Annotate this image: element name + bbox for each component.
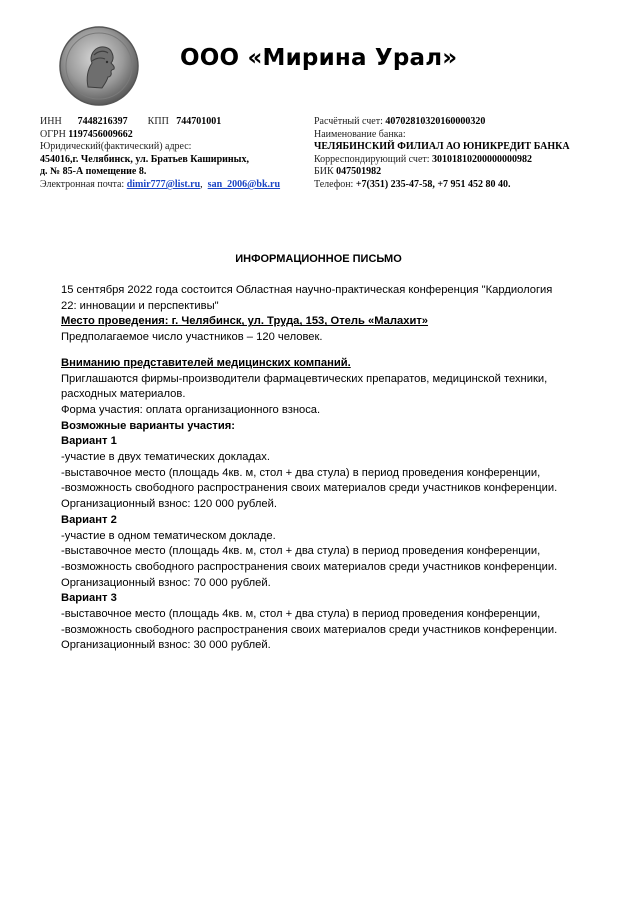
bank-label: Наименование банка: [314, 128, 406, 140]
corr-account-value: 30101810200000000982 [432, 153, 533, 165]
variant-item: -выставочное место (площадь 4кв. м, стол + два стула) в период проведения конференции, [61, 466, 541, 479]
corr-account-label: Корреспондирующий счет: [314, 153, 430, 165]
address-line2: д. № 85-А помещение 8. [40, 166, 147, 178]
account-value: 40702810320160000320 [385, 116, 486, 127]
kpp-value: 744701001 [176, 116, 222, 127]
kpp-label: КПП [147, 116, 169, 127]
phone-value: +7(351) 235-47-58, +7 951 452 80 40. [355, 178, 511, 190]
phone-label: Телефон: [314, 178, 354, 190]
variant-title: Вариант 1 [61, 435, 117, 448]
variant-item: -возможность свободного распространения своих материалов среди участников конференции. [61, 560, 558, 573]
variant-fee: Организационный взнос: 30 000 рублей. [61, 639, 271, 652]
address-line1: 454016,г. Челябинск, ул. Братьев Кашириных, [40, 153, 249, 165]
variant-fee: Организационный взнос: 70 000 рублей. [61, 576, 271, 589]
address-label: Юридический(фактический) адрес: [40, 141, 192, 153]
options-heading: Возможные варианты участия: [61, 419, 235, 432]
participation-form: Форма участия: оплата организационного взноса. [61, 403, 321, 416]
requisites-right [314, 116, 570, 192]
email-link-2[interactable]: san_2006@bk.ru [207, 178, 281, 190]
letter-body [61, 283, 606, 654]
variant-item: -возможность свободного распространения своих материалов среди участников конференции. [61, 482, 558, 495]
variant-title: Вариант 3 [61, 592, 117, 605]
invite-line-1: Приглашаются фирмы-производители фармацевтических препаратов, медицинской техники, [61, 372, 548, 385]
variant-item: -выставочное место (площадь 4кв. м, стол + два стула) в период проведения конференции, [61, 608, 541, 621]
inn-value: 7448216397 [77, 116, 128, 127]
bik-label: БИК [314, 166, 334, 178]
bank-name: ЧЕЛЯБИНСКИЙ ФИЛИАЛ АО ЮНИКРЕДИТ БАНКА [314, 141, 570, 153]
variant-item: -выставочное место (площадь 4кв. м, стол + два стула) в период проведения конференции, [61, 545, 541, 558]
company-name: ООО «Мирина Урал» [180, 45, 458, 71]
invite-line-2: расходных материалов. [61, 388, 186, 401]
coin-logo-icon [58, 25, 140, 107]
participants: Предполагаемое число участников – 120 человек. [61, 331, 323, 344]
bik-value: 047501982 [336, 166, 382, 178]
ogrn-value: 1197456009662 [68, 128, 133, 140]
email-separator: , [200, 178, 203, 190]
variant-item: -участие в одном тематическом докладе. [61, 529, 276, 542]
ogrn-label: ОГРН [40, 128, 66, 140]
attention-heading: Вниманию представителей медицинских компаний. [61, 356, 351, 369]
intro-line-1: 15 сентября 2022 года состоится Областная научно-практическая конференция "Кардиология [61, 284, 553, 296]
variant-fee: Организационный взнос: 120 000 рублей. [61, 498, 277, 511]
variant-item: -возможность свободного распространения своих материалов среди участников конференции. [61, 623, 558, 636]
letter-title: ИНФОРМАЦИОННОЕ ПИСЬМО [235, 253, 402, 265]
variant-title: Вариант 2 [61, 513, 117, 526]
intro-line-2: 22: инновации и перспективы" [61, 299, 219, 312]
email-label: Электронная почта: [40, 178, 125, 190]
variant-item: -участие в двух тематических докладах. [61, 451, 270, 464]
requisites-left [40, 116, 280, 192]
account-label: Расчётный счет: [314, 116, 383, 127]
venue: Место проведения: г. Челябинск, ул. Труда, 153, Отель «Малахит» [61, 315, 429, 328]
email-link-1[interactable]: dimir777@list.ru [126, 178, 201, 190]
inn-label: ИНН [40, 116, 62, 127]
